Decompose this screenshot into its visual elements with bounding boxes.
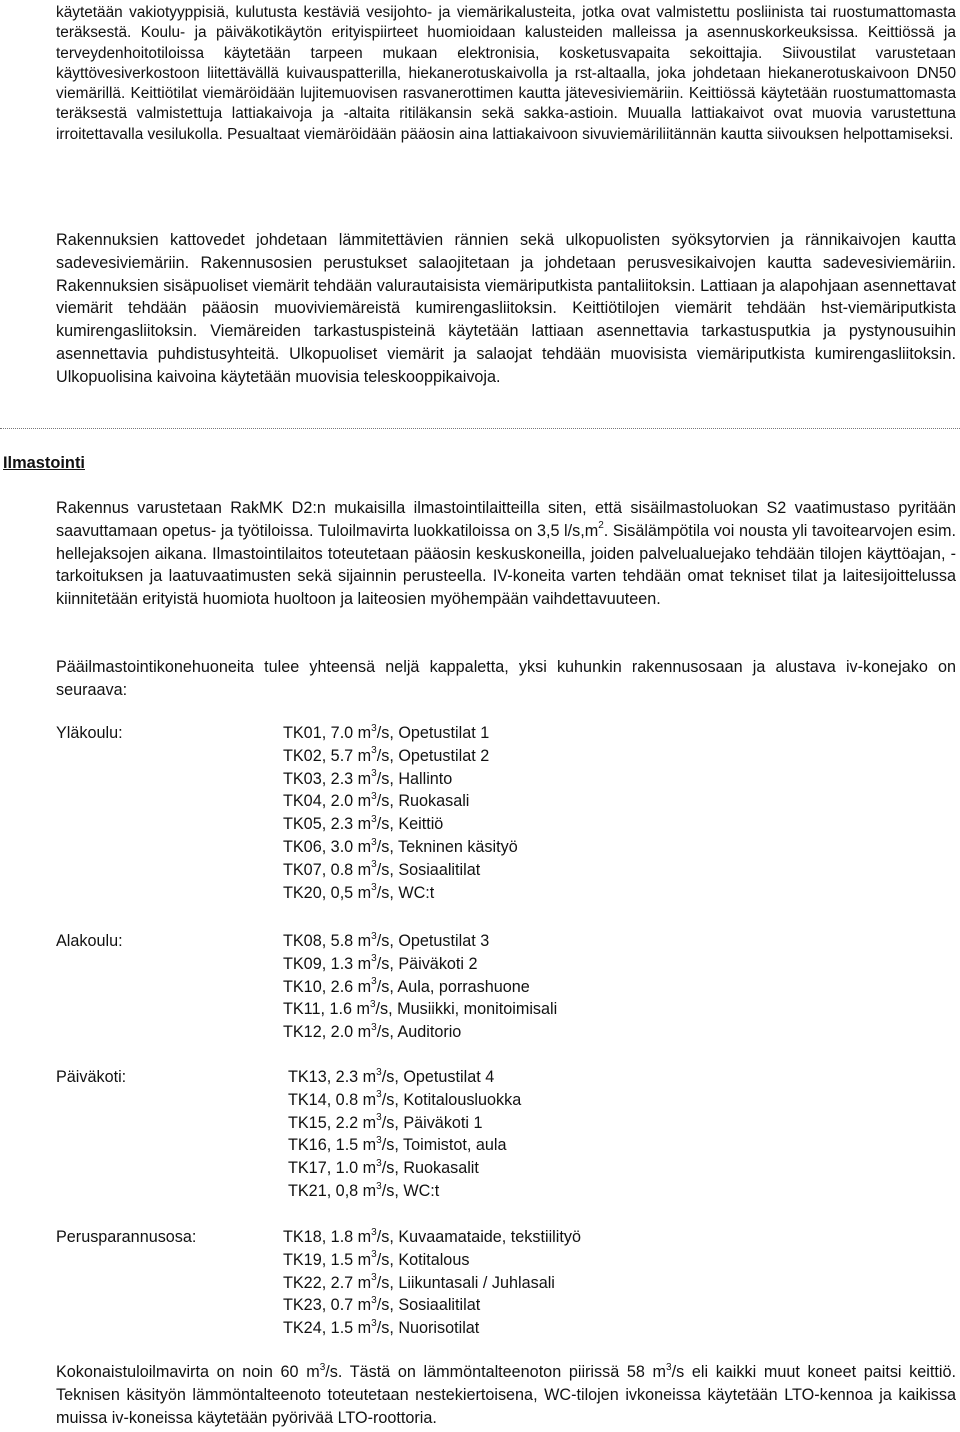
exponent: 3: [371, 722, 377, 734]
unit-group-label: Yläkoulu:: [56, 724, 123, 742]
exponent: 3: [371, 813, 377, 825]
exponent: 3: [371, 768, 377, 780]
exponent: 2: [598, 520, 604, 532]
exponent: 3: [371, 859, 377, 871]
unit-line: TK21, 0,8 $m^3/s$, WC:t: [288, 1180, 440, 1200]
exponent: 3: [371, 1021, 377, 1033]
exponent: 3: [371, 836, 377, 848]
unit-list: [283, 1226, 581, 1340]
unit-line: TK12, 2.0 $m^3/s$, Auditorio: [283, 1021, 462, 1042]
section-divider: [0, 428, 960, 429]
exponent: 3: [371, 1295, 377, 1306]
exponent: 3: [371, 1226, 377, 1238]
unit-line: TK13, 2.3 $m^3/s$, Opetustilat 4: [288, 1066, 495, 1086]
ventilation-paragraph: Rakennus varustetaan RakMK D2:n mukaisilla ilmastointilaitteilla siten, että sisäilmastoluokan S2 vaatimustaso pyritään saavuttamaan opetus- ja työtiloissa. Tuloilmavirta luokkatiloissa on 3,5 $l/s,m^2$. Sisälämpötila voi nousta yli tavoitearvojen esim. hellejaksojen aikana. Ilmastointilaitos toteutetaan pääosin keskuskoneilla, joiden palvelualuejako tehdään tilojen käyttöajan, -tarkoituksen ja laatuvaatimusten sekä sijainnin perusteella. IV-koneita varten tehdään omat tekniset tilat ja laitesijoittelussa kiinnitetään erityistä huomiota huoltoon ja laiteosien myöhempään vaihdettavuuteen.: [56, 499, 957, 609]
unit-line: TK05, 2.3 $m^3/s$, Keittiö: [283, 813, 444, 834]
plumbing-fixtures-paragraph: käytetään vakiotyyppisiä, kulutusta kestäviä vesijohto- ja viemärikalusteita, jotka ovat valmistettu posliinista tai ruostumattomasta teräksestä. Koulu- ja päiväkotikäytön erityispiirteet huomioidaan kalusteiden malleissa ja asennuskorkeuksissa. Keittiössä ja terveydenhoitotiloissa käytetään tarpeen mukaan elektronisia, kosketusvapaita sekoittajia. Siivoustilat varustetaan käyttövesiverkostoon liitettävällä kuivauspatterilla, hiekanerotuskaivolla ja rst-altaalla, joka johdetaan hiekanerotuskaivoon DN50 viemärillä. Keittiötilat viemäröidään lujitemuovisen rasvanerottimen kautta jätevesiviemäriin. Keittiössä käytetään ruostumattomasta teräksestä valmistettuja lattiakaivoja ja -altaita ritiläkansin sekä sakka-astioin. Muualla lattiakaivot ovat muovia varustettuna irroitettavalla vesilukolla. Pesualtaat viemäröidään pääosin aina lattiakaivoon sivuviemäriliitännän kautta siivouksen helpottamiseksi.: [56, 4, 956, 143]
exponent: 3: [369, 999, 376, 1010]
unit-list: [283, 722, 518, 904]
exponent: 3: [376, 1066, 382, 1078]
unit-line: TK01, 7.0 $m^3/s$, Opetustilat 1: [283, 722, 490, 742]
unit-group-label: Alakoulu:: [56, 932, 123, 950]
exponent: 3: [371, 791, 377, 802]
total-airflow-paragraph: Kokonaistuloilmavirta on noin 60 $m^3/s$. Tästä on lämmöntalteenoton piirissä 58 $m^3/s$ eli kaikki muut koneet paitsi keittiö. Teknisen käsityön lämmöntalteenoto toteutetaan nestekiertoisena, WC-tilojen ivkoneissa käytetään LTO-kennoa ja kaikissa muissa iv-koneissa käytetään pyörivää LTO-roottoria.: [56, 1361, 956, 1427]
unit-line: TK10, 2.6 $m^3/s$, Aula, porrashuone: [283, 976, 530, 996]
unit-line: TK06, 3.0 $m^3/s$, Tekninen käsityö: [283, 836, 518, 856]
unit-list: [288, 1066, 521, 1203]
exponent: 3: [666, 1361, 672, 1373]
machine-room-paragraph: Pääilmastointikonehuoneita tulee yhteensä neljä kappaletta, yksi kuhunkin rakennusosaan ja alustava iv-konejako on seuraava:: [56, 658, 956, 699]
exponent: 3: [376, 1089, 382, 1101]
exponent: 3: [371, 953, 377, 965]
unit-line: TK18, 1.8 $m^3/s$, Kuvaamataide, tekstiilityö: [283, 1226, 581, 1246]
unit-line: TK23, 0.7 $m^3/s$, Sosiaalitilat: [283, 1295, 481, 1315]
unit-line: TK20, 0,5 $m^3/s$, WC:t: [283, 882, 435, 902]
exponent: 3: [376, 1180, 382, 1192]
unit-line: TK24, 1.5 $m^3/s$, Nuorisotilat: [283, 1317, 480, 1338]
unit-line: TK02, 5.7 $m^3/s$, Opetustilat 2: [283, 745, 490, 765]
exponent: 3: [371, 745, 377, 757]
exponent: 3: [376, 1157, 382, 1169]
unit-list: [283, 930, 557, 1044]
unit-line: TK14, 0.8 $m^3/s$, Kotitalousluokka: [288, 1089, 522, 1109]
exponent: 3: [371, 930, 377, 942]
unit-line: TK09, 1.3 $m^3/s$, Päiväkoti 2: [283, 953, 478, 973]
section-heading-ilmastointi: Ilmastointi: [3, 454, 85, 472]
exponent: 3: [371, 1317, 377, 1329]
unit-line: TK11, 1.6 $m^3/s$, Musiikki, monitoimisali: [283, 999, 558, 1019]
unit-line: TK07, 0.8 $m^3/s$, Sosiaalitilat: [283, 859, 481, 879]
unit-line: TK19, 1.5 $m^3/s$, Kotitalous: [283, 1249, 470, 1269]
drainage-paragraph: Rakennuksien kattovedet johdetaan lämmitettävien rännien sekä ulkopuolisten syöksytorvien ja rännikaivojen kautta sadevesiviemäriin. Rakennusosien perustukset salaojitetaan ja johdetaan perusvesikaivojen kautta sadevesiviemäriin. Rakennuksien sisäpuoliset viemärit tehdään valurautaisista viemäriputkista pantaliitoksin. Lattiaan ja alapohjaan asennettavat viemärit tehdään pääosin muoviviemäreistä kumirengasliitoksin. Keittiötilojen viemärit tehdään hst-viemäriputkista kumirengasliitoksin. Viemäreiden tarkastuspisteinä käytetään lattiaan asennettavia tarkastusputkia ja pystynousuihin asennettavia puhdistusyhteitä. Ulkopuoliset viemärit ja salaojat tehdään muovisista viemäriputkista kumirengasliitoksin. Ulkopuolisina kaivoina käytetään muovisia teleskooppikaivoja.: [56, 231, 956, 386]
exponent: 3: [376, 1112, 382, 1124]
unit-group-label: Perusparannusosa:: [56, 1228, 197, 1246]
unit-line: TK22, 2.7 $m^3/s$, Liikuntasali / Juhlasali: [283, 1272, 555, 1292]
unit-line: TK17, 1.0 $m^3/s$, Ruokasalit: [288, 1157, 479, 1178]
exponent: 3: [371, 882, 377, 894]
unit-group-label: Päiväkoti:: [56, 1068, 127, 1086]
unit-line: TK15, 2.2 $m^3/s$, Päiväkoti 1: [288, 1112, 483, 1132]
exponent: 3: [371, 976, 377, 988]
exponent: 3: [319, 1361, 326, 1373]
unit-line: TK04, 2.0 $m^3/s$, Ruokasali: [283, 791, 470, 811]
exponent: 3: [371, 1249, 377, 1261]
exponent: 3: [371, 1272, 377, 1284]
unit-line: TK08, 5.8 $m^3/s$, Opetustilat 3: [283, 930, 490, 950]
unit-line: TK16, 1.5 $m^3/s$, Toimistot, aula: [288, 1135, 507, 1155]
unit-line: TK03, 2.3 $m^3/s$, Hallinto: [283, 768, 453, 788]
exponent: 3: [376, 1135, 382, 1146]
